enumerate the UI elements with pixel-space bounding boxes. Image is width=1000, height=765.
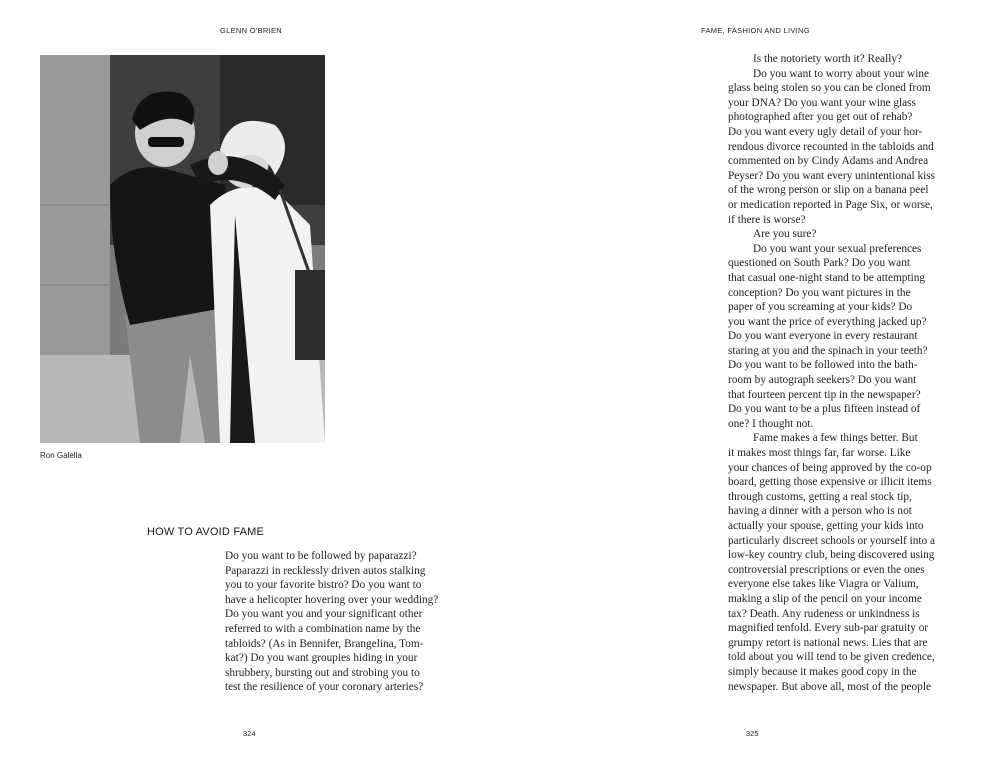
text-line: low-key country club, being discovered using bbox=[728, 549, 935, 562]
running-head-right: FAME, FASHION AND LIVING bbox=[701, 26, 810, 35]
text-line: board, getting those expensive or illicit items bbox=[728, 476, 932, 489]
text-line: controversial prescriptions or even the ones bbox=[728, 563, 925, 576]
text-line: your chances of being approved by the co-op bbox=[728, 461, 932, 474]
text-line: Fame makes a few things better. But bbox=[753, 432, 918, 445]
text-line: one? I thought not. bbox=[728, 417, 814, 430]
text-line: you want the price of everything jacked up? bbox=[728, 315, 927, 328]
text-line: staring at you and the spinach in your teeth? bbox=[728, 344, 928, 357]
text-line: Do you want to be followed into the bath- bbox=[728, 359, 918, 372]
right-page bbox=[500, 0, 1000, 765]
text-line: Do you want you and your significant other bbox=[225, 608, 423, 621]
text-line: tabloids? (As in Bennifer, Brangelina, Tom- bbox=[225, 637, 424, 650]
text-line: Do you want every ugly detail of your hor- bbox=[728, 125, 923, 138]
text-line: making a slip of the pencil on your income bbox=[728, 592, 922, 605]
text-line: Paparazzi in recklessly driven autos stalking bbox=[225, 564, 426, 577]
text-line: through customs, getting a real stock tip, bbox=[728, 490, 912, 503]
text-line: having a dinner with a person who is not bbox=[728, 505, 912, 518]
page-number-left: 324 bbox=[243, 729, 256, 738]
text-line: shrubbery, bursting out and strobing you to bbox=[225, 666, 420, 679]
text-line: you to your favorite bistro? Do you want to bbox=[225, 579, 422, 592]
running-head-left: GLENN O'BRIEN bbox=[220, 26, 283, 35]
text-line: simply because it makes good copy in the bbox=[728, 665, 917, 678]
text-line: rendous divorce recounted in the tabloids and bbox=[728, 140, 934, 153]
paparazzi-photo bbox=[40, 55, 325, 443]
text-line: Do you want to be a plus fifteen instead of bbox=[728, 403, 921, 416]
text-line: Peyser? Do you want every unintentional kiss bbox=[728, 169, 936, 182]
text-line: grumpy retort is national news. Lies that are bbox=[728, 636, 928, 649]
text-line: kat?) Do you want groupies hiding in your bbox=[225, 652, 418, 665]
text-line: Do you want to be followed by paparazzi? bbox=[225, 550, 417, 562]
text-line: tax? Death. Any rudeness or unkindness is bbox=[728, 607, 920, 620]
text-line: actually your spouse, getting your kids into bbox=[728, 520, 924, 532]
section-heading: HOW TO AVOID FAME bbox=[147, 526, 265, 538]
text-line: glass being stolen so you can be cloned from bbox=[728, 82, 931, 95]
left-body-text bbox=[225, 549, 465, 695]
text-line: paper of you screaming at your kids? Do bbox=[728, 301, 913, 314]
text-line: particularly discreet schools or yourself into a bbox=[728, 534, 936, 547]
text-line: that fourteen percent tip in the newspaper? bbox=[728, 388, 921, 401]
text-line: if there is worse? bbox=[728, 213, 806, 226]
text-line: told about you will tend to be given credence, bbox=[728, 651, 935, 664]
photo-caption: Ron Galella bbox=[40, 451, 82, 460]
text-line: have a helicopter hovering over your wedding? bbox=[225, 593, 439, 606]
text-line: your DNA? Do you want your wine glass bbox=[728, 96, 916, 109]
text-line: Do you want to worry about your wine bbox=[753, 67, 930, 80]
text-line: magnified tenfold. Every sub-par gratuity or bbox=[728, 622, 929, 635]
text-line: newspaper. But above all, most of the people bbox=[728, 680, 931, 693]
text-line: Are you sure? bbox=[753, 228, 817, 241]
text-line: commented on by Cindy Adams and Andrea bbox=[728, 155, 929, 168]
text-line: test the resilience of your coronary arteries? bbox=[225, 681, 424, 694]
text-line: Is the notoriety worth it? Really? bbox=[753, 53, 903, 65]
text-line: it makes most things far, far worse. Like bbox=[728, 447, 911, 460]
text-line: everyone else takes like Viagra or Valium, bbox=[728, 578, 919, 591]
text-line: room by autograph seekers? Do you want bbox=[728, 374, 917, 387]
text-line: referred to with a combination name by the bbox=[225, 622, 421, 635]
text-line: Do you want everyone in every restaurant bbox=[728, 330, 918, 343]
text-line: or medication reported in Page Six, or worse, bbox=[728, 198, 933, 211]
page-number-right: 325 bbox=[746, 729, 759, 738]
text-line: that casual one-night stand to be attempting bbox=[728, 271, 926, 284]
text-line: questioned on South Park? Do you want bbox=[728, 257, 910, 270]
text-line: Do you want your sexual preferences bbox=[753, 242, 922, 255]
photo-illustration bbox=[40, 55, 325, 443]
text-line: conception? Do you want pictures in the bbox=[728, 286, 911, 299]
text-line: of the wrong person or slip on a banana peel bbox=[728, 184, 929, 197]
right-body-text bbox=[728, 52, 968, 694]
text-line: photographed after you get out of rehab? bbox=[728, 111, 913, 124]
